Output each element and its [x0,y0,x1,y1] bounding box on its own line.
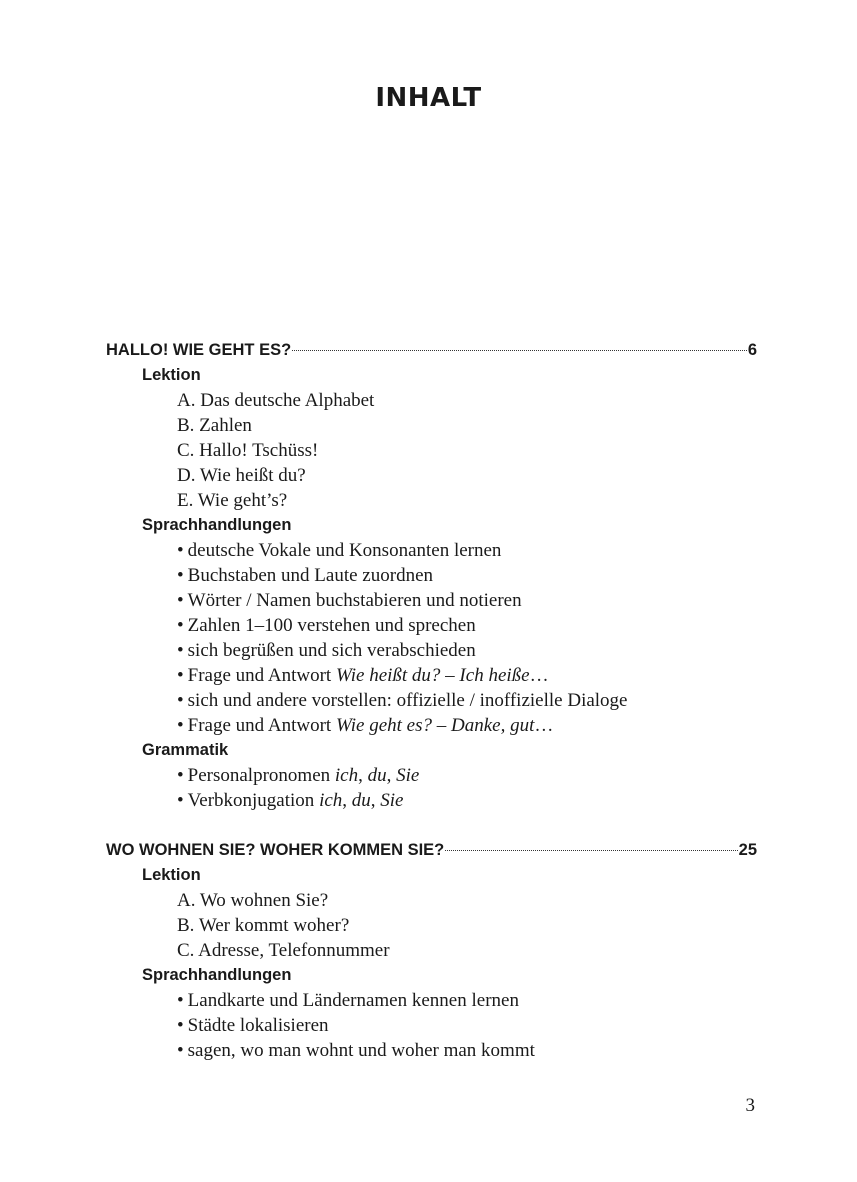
item-text: deutsche Vokale und Konsonanten lernen [187,540,502,561]
bullet-icon: • [177,615,184,636]
bullet-icon: • [177,640,184,661]
bullet-icon: • [177,590,184,611]
item-text: D. Wie heißt du? [177,465,306,486]
section-label: Lektion [142,366,201,384]
item-text: Städte lokalisieren [187,1015,329,1036]
item-text: sich und andere vorstellen: offizielle / inoffizielle Dialoge [187,690,628,711]
chapter-page-number: 6 [747,341,757,359]
bullet-icon: • [177,1015,184,1036]
italic-text: ich [319,790,343,811]
item-text: , [370,790,381,811]
bullet-item [177,563,757,588]
bullet-icon: • [177,715,184,736]
item-text: C. Adresse, Telefonnummer [177,940,390,961]
item-text: Personalpronomen [187,765,335,786]
item-text: sagen, wo man wohnt und woher man kommt [187,1040,535,1061]
lesson-item [177,438,757,463]
chapter-title: WO WOHNEN SIE? WOHER KOMMEN SIE? [106,841,445,859]
lesson-item [177,388,757,413]
bullet-item [177,1038,757,1063]
item-text: B. Wer kommt woher? [177,915,350,936]
bullet-item [177,763,757,788]
item-text: , [386,765,397,786]
item-text: E. Wie geht’s? [177,490,288,511]
lesson-item [177,463,757,488]
toc-chapter [106,338,757,813]
item-text: Frage und Antwort [187,665,336,686]
section-label: Sprachhandlungen [142,966,292,984]
item-text: Landkarte und Ländernamen kennen lernen [187,990,519,1011]
chapter-title: HALLO! WIE GEHT ES? [106,341,292,359]
bullet-item [177,663,757,688]
item-text: Frage und Antwort [187,715,336,736]
item-text: Buchstaben und Laute zuordnen [187,565,433,586]
italic-text: ich [334,765,359,786]
bullet-icon: • [177,790,184,811]
item-text: B. Zahlen [177,415,252,436]
toc-chapter [106,838,757,1063]
bullet-item [177,588,757,613]
dot-leader [292,350,747,351]
italic-text: Wie geht es? – Danke, gut [335,715,535,736]
toc-chapter-entry[interactable] [106,338,757,363]
bullet-item [177,1013,757,1038]
bullet-item [177,638,757,663]
item-text: … [534,715,554,736]
lesson-item [177,413,757,438]
bullet-item [177,613,757,638]
italic-text: Wie heißt du? – Ich heiße [335,665,530,686]
bullet-item [177,988,757,1013]
item-text: , [342,790,352,811]
item-text: Verbkonjugation [187,790,320,811]
bullet-item [177,788,757,813]
italic-text: du [367,765,387,786]
bullet-icon: • [177,665,184,686]
lesson-item [177,488,757,513]
bullet-icon: • [177,765,184,786]
table-of-contents [106,338,757,1088]
item-text: A. Wo wohnen Sie? [177,890,329,911]
lesson-item [177,938,757,963]
italic-text: du [351,790,371,811]
item-text: , [358,765,368,786]
page-title: INHALT [375,83,482,113]
section-label: Sprachhandlungen [142,516,292,534]
item-text: … [529,665,549,686]
dot-leader [445,850,737,851]
lesson-item [177,888,757,913]
section-label: Grammatik [142,741,229,759]
item-text: Wörter / Namen buchstabieren und notieren [187,590,522,611]
item-text: C. Hallo! Tschüss! [177,440,319,461]
toc-chapter-entry[interactable] [106,838,757,863]
bullet-icon: • [177,1040,184,1061]
italic-text: Sie [396,765,420,786]
bullet-item [177,538,757,563]
item-text: sich begrüßen und sich verabschieden [187,640,476,661]
bullet-item [177,713,757,738]
item-text: Zahlen 1–100 verstehen und sprechen [187,615,476,636]
bullet-icon: • [177,565,184,586]
item-text: A. Das deutsche Alphabet [177,390,375,411]
page-number: 3 [745,1095,755,1116]
bullet-icon: • [177,690,184,711]
bullet-icon: • [177,990,184,1011]
chapter-page-number: 25 [738,841,757,859]
bullet-icon: • [177,540,184,561]
section-label: Lektion [142,866,201,884]
lesson-item [177,913,757,938]
italic-text: Sie [380,790,404,811]
bullet-item [177,688,757,713]
